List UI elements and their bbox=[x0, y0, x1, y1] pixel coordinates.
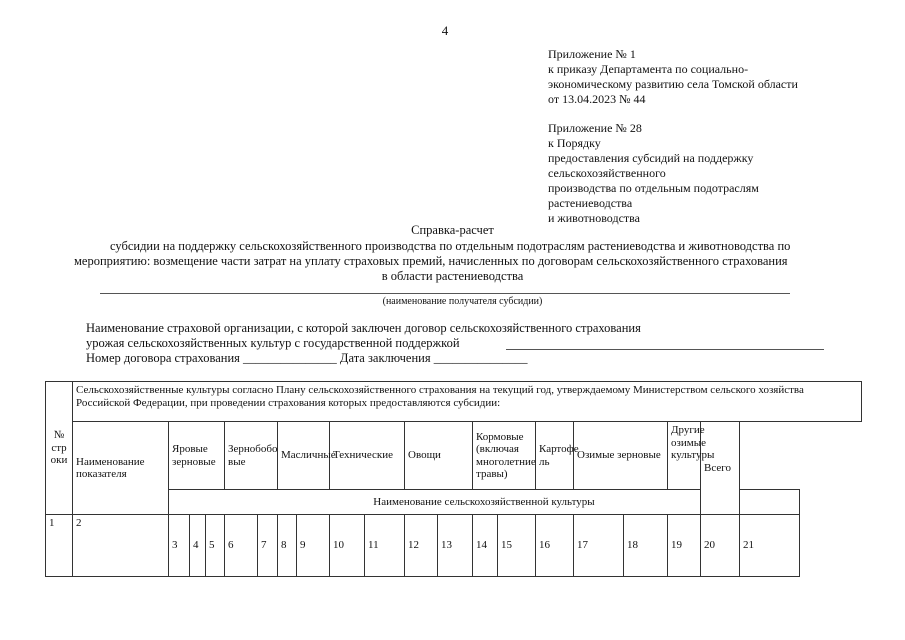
appendix-1-block bbox=[548, 47, 798, 107]
number-cell: 13 bbox=[438, 515, 473, 577]
number-cell: 21 bbox=[740, 515, 800, 577]
crop-name-caption: Наименование сельскохозяйственной культуры bbox=[169, 490, 800, 515]
number-cell: 9 bbox=[297, 515, 330, 577]
number-cell: 20 bbox=[701, 515, 740, 577]
appendix-28-line: и животноводства bbox=[548, 211, 640, 225]
group-legumes: Зернобобо вые bbox=[225, 422, 278, 490]
number-cell: 16 bbox=[536, 515, 574, 577]
insurer-line-1: Наименование страховой организации, с которой заключен договор сельскохозяйственного страхования bbox=[86, 321, 641, 335]
number-cell: 3 bbox=[169, 515, 190, 577]
number-cell: 19 bbox=[668, 515, 701, 577]
number-cell: 18 bbox=[624, 515, 668, 577]
subject-line-2: мероприятию: возмещение части затрат на уплату страховых премий, начисленных по договорам сельскохозяйственного страхования bbox=[74, 254, 788, 268]
number-cell: 2 bbox=[73, 515, 169, 577]
number-cell: 1 bbox=[46, 515, 73, 577]
appendix-1-line: Приложение № 1 bbox=[548, 47, 636, 61]
number-cell: 5 bbox=[206, 515, 225, 577]
group-spring-grain: Яровые зерновые bbox=[169, 422, 225, 490]
group-winter-grain: Озимые зерновые bbox=[574, 422, 668, 490]
appendix-28-line: Приложение № 28 bbox=[548, 121, 642, 135]
recipient-underline bbox=[100, 293, 790, 294]
number-cell: 17 bbox=[574, 515, 624, 577]
appendix-1-line: от 13.04.2023 № 44 bbox=[548, 92, 646, 106]
page-number: 4 bbox=[441, 23, 449, 38]
insurer-underline bbox=[506, 349, 824, 350]
appendix-28-line: предоставления субсидий на поддержку bbox=[548, 151, 754, 165]
number-cell: 14 bbox=[473, 515, 498, 577]
subject-line-1: субсидии на поддержку сельскохозяйственного производства по отдельным подотраслям растениеводства и животноводства по bbox=[110, 239, 791, 253]
group-vegetables: Овощи bbox=[405, 422, 473, 490]
subject-line-3: в области растениеводства bbox=[381, 269, 524, 283]
group-other-winter: Другие озимые культуры bbox=[668, 422, 701, 490]
contract-line: Номер договора страхования _______________ Дата заключения _______________ bbox=[86, 351, 528, 365]
number-cell: 4 bbox=[190, 515, 206, 577]
group-potato: Картофе ль bbox=[536, 422, 574, 490]
calculation-table bbox=[45, 381, 862, 577]
number-cell: 12 bbox=[405, 515, 438, 577]
number-cell: 11 bbox=[365, 515, 405, 577]
appendix-28-line: растениеводства bbox=[548, 196, 633, 210]
appendix-1-line: экономическому развитию села Томской области bbox=[548, 77, 798, 91]
appendix-28-block bbox=[548, 121, 759, 226]
group-fodder: Кормовые (включая многолетние травы) bbox=[473, 422, 536, 490]
number-cell: 10 bbox=[330, 515, 365, 577]
crops-caption: Сельскохозяйственные культуры согласно Плану сельскохозяйственного страхования на текущий год, утверждаемому Министерством сельского хозяйства Российской Федерации, при проведении страхования которых предоставляются субсидии: bbox=[73, 382, 862, 422]
recipient-caption: (наименование получателя субсидии) bbox=[382, 296, 543, 307]
insurer-line-2: урожая сельскохозяйственных культур с государственной поддержкой bbox=[86, 336, 460, 350]
header-row-number: № стр оки bbox=[46, 382, 73, 515]
group-technical: Технические bbox=[330, 422, 405, 490]
header-indicator-name: Наименование показателя bbox=[73, 422, 169, 515]
group-oilseeds: Масличные bbox=[278, 422, 330, 490]
number-cell: 15 bbox=[498, 515, 536, 577]
number-cell: 8 bbox=[278, 515, 297, 577]
number-cell: 7 bbox=[258, 515, 278, 577]
header-total: Всего bbox=[701, 422, 740, 515]
appendix-1-line: к приказу Департамента по социально- bbox=[548, 62, 749, 76]
appendix-28-line: сельскохозяйственного bbox=[548, 166, 666, 180]
appendix-28-line: производства по отдельным подотраслям bbox=[548, 181, 759, 195]
document-title: Справка-расчет bbox=[411, 223, 494, 237]
number-cell: 6 bbox=[225, 515, 258, 577]
appendix-28-line: к Порядку bbox=[548, 136, 601, 150]
